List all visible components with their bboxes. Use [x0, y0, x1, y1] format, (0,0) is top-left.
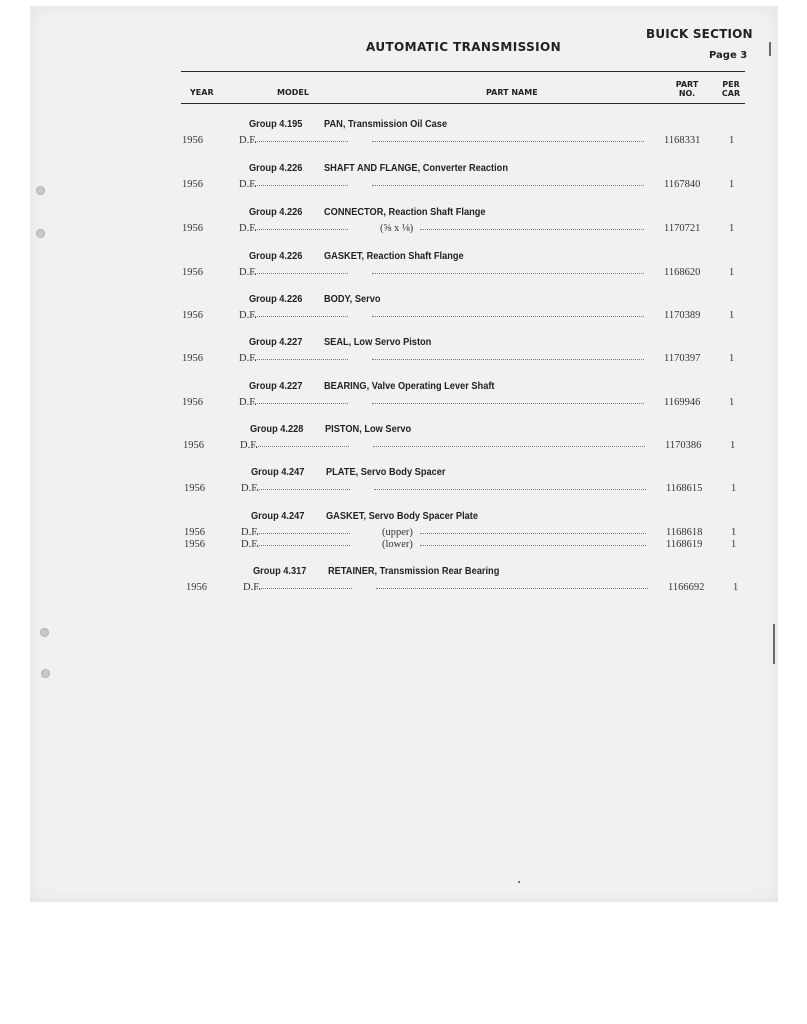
row-year: 1956: [182, 310, 203, 321]
part-name: [325, 423, 411, 435]
row-part-number: 1167840: [664, 179, 701, 190]
table-row: [0, 223, 807, 235]
leader-dots: [253, 185, 348, 186]
group-number: Group 4.195: [249, 118, 303, 130]
part-noun: PLATE,: [326, 466, 359, 478]
row-part-number: 1168615: [666, 483, 703, 494]
leader-dots: [420, 229, 644, 230]
part-description: Low Servo: [364, 423, 412, 435]
leader-dots: [372, 141, 644, 142]
header-rule-top: [181, 71, 745, 72]
leader-dots: [255, 489, 350, 490]
row-quantity: 1: [731, 483, 737, 494]
row-year: 1956: [182, 135, 203, 146]
part-name: [324, 118, 447, 130]
table-row: [4, 582, 807, 594]
row-quantity: 1: [731, 539, 737, 550]
part-entry: [0, 118, 807, 162]
part-entry: [2, 510, 807, 554]
part-noun: SEAL,: [324, 336, 352, 348]
row-quantity: 1: [729, 353, 735, 364]
leader-dots: [372, 316, 644, 317]
row-part-number: 1168618: [666, 527, 703, 538]
part-name: [326, 466, 445, 478]
leader-dots: [257, 588, 352, 589]
row-model: D.F.: [241, 539, 259, 550]
leader-dots: [420, 533, 646, 534]
binder-hole: [41, 669, 50, 678]
column-header-per-car-line1: PER: [722, 80, 740, 89]
row-model: D.F.: [239, 267, 257, 278]
part-noun: GASKET,: [324, 250, 365, 262]
binder-hole: [40, 628, 49, 637]
part-noun: BEARING,: [324, 380, 370, 392]
group-number: Group 4.247: [251, 510, 305, 522]
row-year: 1956: [182, 397, 203, 408]
group-number: Group 4.317: [253, 565, 307, 577]
row-quantity: 1: [729, 135, 735, 146]
row-quantity: 1: [731, 527, 737, 538]
row-model: D.F.: [239, 397, 257, 408]
part-description: Reaction Shaft Flange: [388, 206, 486, 218]
part-entry: [0, 380, 807, 424]
part-noun: SHAFT AND FLANGE,: [324, 162, 421, 174]
part-noun: CONNECTOR,: [324, 206, 386, 218]
row-model: D.F.: [239, 179, 257, 190]
part-description: Reaction Shaft Flange: [366, 250, 464, 262]
part-noun: RETAINER,: [328, 565, 378, 577]
leader-dots: [254, 446, 349, 447]
part-noun: GASKET,: [326, 510, 367, 522]
leader-dots: [253, 403, 348, 404]
leader-dots: [253, 359, 348, 360]
row-part-number: 1170397: [664, 353, 701, 364]
row-part-number: 1166692: [668, 582, 705, 593]
table-row: [0, 397, 807, 409]
leader-dots: [376, 588, 648, 589]
part-name: [324, 206, 486, 218]
part-name: [328, 565, 499, 577]
table-row: [2, 539, 807, 551]
leader-dots: [372, 403, 644, 404]
row-part-number: 1170389: [664, 310, 701, 321]
part-entry: [4, 565, 807, 609]
section-title: BUICK SECTION: [646, 27, 753, 41]
row-quantity: 1: [729, 223, 735, 234]
leader-dots: [253, 316, 348, 317]
row-year: 1956: [182, 353, 203, 364]
row-model: D.F.: [239, 223, 257, 234]
table-row: [1, 440, 807, 452]
row-spec: (upper): [382, 527, 413, 538]
row-quantity: 1: [730, 440, 736, 451]
column-header-part-no-line2: NO.: [678, 89, 696, 98]
part-description: Transmission Rear Bearing: [379, 565, 500, 577]
group-number: Group 4.226: [249, 206, 303, 218]
part-description: Valve Operating Lever Shaft: [371, 380, 495, 392]
leader-dots: [372, 359, 644, 360]
table-row: [0, 179, 807, 191]
page-number: Page 3: [709, 50, 748, 61]
column-header-part-name: PART NAME: [486, 88, 538, 97]
row-quantity: 1: [729, 179, 735, 190]
row-part-number: 1168620: [664, 267, 701, 278]
row-model: D.F.: [241, 483, 259, 494]
table-row: [2, 483, 807, 495]
row-year: 1956: [184, 483, 205, 494]
leader-dots: [420, 545, 646, 546]
row-year: 1956: [186, 582, 207, 593]
group-number: Group 4.226: [249, 293, 303, 305]
row-quantity: 1: [733, 582, 739, 593]
row-year: 1956: [183, 440, 204, 451]
leader-dots: [374, 489, 646, 490]
part-noun: PISTON,: [325, 423, 362, 435]
row-year: 1956: [182, 223, 203, 234]
part-description: Servo Body Spacer: [360, 466, 446, 478]
row-quantity: 1: [729, 310, 735, 321]
column-header-per-car-line2: CAR: [721, 89, 741, 98]
row-model: D.F.: [243, 582, 261, 593]
row-part-number: 1168619: [666, 539, 703, 550]
part-name: [324, 250, 464, 262]
table-row: [0, 310, 807, 322]
row-spec: (lower): [382, 539, 413, 550]
row-year: 1956: [182, 179, 203, 190]
leader-dots: [372, 273, 644, 274]
part-entry: [2, 466, 807, 510]
part-noun: BODY,: [324, 293, 353, 305]
table-row: [0, 267, 807, 279]
leader-dots: [255, 533, 350, 534]
part-name: [324, 380, 494, 392]
part-entry: [0, 250, 807, 294]
group-number: Group 4.227: [249, 380, 303, 392]
row-quantity: 1: [729, 267, 735, 278]
row-quantity: 1: [729, 397, 735, 408]
table-row: [2, 527, 807, 539]
leader-dots: [253, 273, 348, 274]
part-entry: [0, 293, 807, 337]
part-description: Converter Reaction: [422, 162, 508, 174]
part-noun: PAN,: [324, 118, 346, 130]
row-model: D.F.: [239, 353, 257, 364]
row-part-number: 1169946: [664, 397, 701, 408]
leader-dots: [373, 446, 645, 447]
part-entry: [0, 162, 807, 206]
column-header-model: MODEL: [277, 88, 309, 97]
page-edge-mark: [769, 42, 771, 56]
row-model: D.F.: [241, 527, 259, 538]
leader-dots: [253, 229, 348, 230]
row-spec: (⅝ x ⅛): [380, 223, 414, 234]
part-name: [324, 293, 380, 305]
speck: [518, 881, 520, 883]
leader-dots: [372, 185, 644, 186]
row-year: 1956: [184, 539, 205, 550]
leader-dots: [255, 545, 350, 546]
row-year: 1956: [182, 267, 203, 278]
row-model: D.F.: [240, 440, 258, 451]
row-model: D.F.: [239, 310, 257, 321]
row-part-number: 1168331: [664, 135, 701, 146]
column-header-part-no-line1: PART: [675, 80, 699, 89]
page-title: AUTOMATIC TRANSMISSION: [366, 40, 562, 54]
part-description: Low Servo Piston: [353, 336, 432, 348]
row-year: 1956: [184, 527, 205, 538]
group-number: Group 4.247: [251, 466, 305, 478]
header-rule-bottom: [181, 103, 745, 104]
group-number: Group 4.228: [250, 423, 304, 435]
part-description: Servo Body Spacer Plate: [368, 510, 479, 522]
column-header-part-no: [672, 80, 702, 98]
leader-dots: [253, 141, 348, 142]
column-header-year: YEAR: [190, 88, 214, 97]
part-entry: [0, 336, 807, 380]
column-header-per-car: [718, 80, 744, 98]
part-description: Transmission Oil Case: [347, 118, 448, 130]
page-edge-mark: [773, 624, 775, 664]
part-name: [324, 162, 508, 174]
table-row: [0, 135, 807, 147]
part-name: [326, 510, 478, 522]
part-description: Servo: [354, 293, 381, 305]
row-model: D.F.: [239, 135, 257, 146]
group-number: Group 4.226: [249, 250, 303, 262]
row-part-number: 1170721: [664, 223, 701, 234]
part-entry: [1, 423, 807, 467]
part-name: [324, 336, 431, 348]
group-number: Group 4.226: [249, 162, 303, 174]
part-entry: [0, 206, 807, 250]
group-number: Group 4.227: [249, 336, 303, 348]
row-part-number: 1170386: [665, 440, 702, 451]
table-row: [0, 353, 807, 365]
